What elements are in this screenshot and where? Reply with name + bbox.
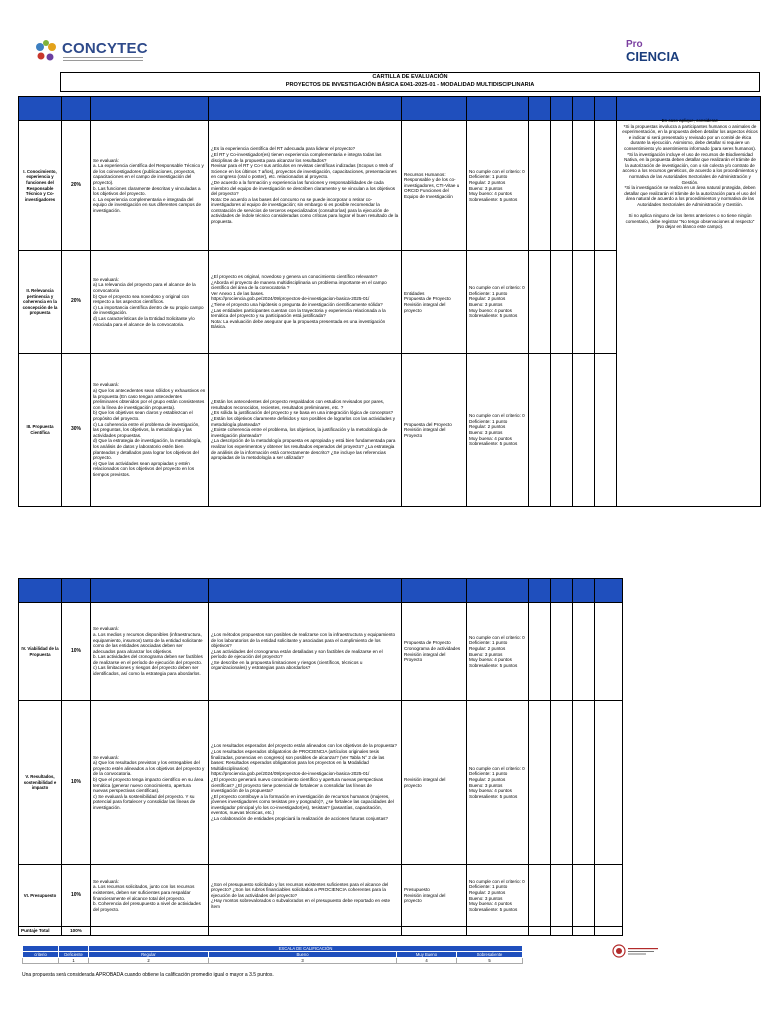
scale-value: 2 xyxy=(89,958,209,964)
scale-value: 4 xyxy=(397,958,457,964)
scale-value: 5 xyxy=(457,958,523,964)
scale-label: Sobresaliente xyxy=(457,952,523,958)
criterion-sources: Propuesta del Proyecto Revisión integral del Proyecto xyxy=(402,354,467,507)
criterion-sources: Presupuesto Revisión integral del proyecto xyxy=(402,865,467,927)
criterion-sources: Recursos Humanos: Responsable y de los co-investigadores, CTI-Vitae u ORCID Funciones del Equipo de Investigación xyxy=(402,121,467,251)
table-row xyxy=(19,603,623,701)
criterion-weight: 20% xyxy=(62,251,91,354)
table-row xyxy=(19,701,623,865)
criterion-sources: Propuesta de Proyecto Cronograma de actividades Revisión integral del Proyecto xyxy=(402,603,467,701)
criterion-evaluates: Se evaluará: a. La experiencia científica del Responsable Técnico y de los coinvestigadores (publicaciones, proyectos, capacitaciones en el campo de investigación del proyecto). b. Las funciones claramente descritas y vinculadas a los objetivos del proyecto. c. La experiencia complementaria e integrada del equipo de investigación en sus diferentes campos de investigación. xyxy=(91,121,209,251)
criterion-evaluates: Se evaluará: a. Los recursos solicitados, junto con los recursos existentes, deben ser suficientes para respaldar financieramente el alcance total del proyecto. b. Coherencia del presupuesto a nivel de actividades del proyecto. xyxy=(91,865,209,927)
score-cell[interactable] xyxy=(551,865,573,927)
criterion-questions: ¿El proyecto es original, novedoso y genera un conocimiento científico relevante? ¿Aborda el proyecto de manera multidisciplinaria un problema importante en el campo científico del área de la convocatoria ? Ver Anexo 1 de las bases. https://prociencia.gob.pe/2024/09/proyectos-de-investigacion-basica-2025-01/ ¿Tiene el proyecto una hipótesis o pregunta de investigación científicamente sólida? ¿Las entidades participantes cuentan con la trayectoria y experiencia relacionada a la temática del proyecto y su participación está justificada? Nota: La evaluación debe asegurar que la propuesta presentada es una investigación Básica. xyxy=(209,251,402,354)
score-cell[interactable] xyxy=(595,121,617,251)
criterion-sources: Revisión integral del proyecto xyxy=(402,701,467,865)
score-cell[interactable] xyxy=(573,251,595,354)
score-cell[interactable] xyxy=(551,251,573,354)
side-note: En caso aplique, considerar: *Si la propuestas involucra a participantes humanos o animales de experimentación, en la propuesta deben detallar los aspectos éticos e indicar si será presentado y revisado por un comité de ética durante la ejecución. Asimismo, debe detallar si requiere un consentimiento y/o asentimiento informado (para seres humanos). *Si la investigación incluye el uso de recursos de Biodiversidad Nativa, en la propuesta deben detallar que realizarán el trámite de la autorización de investigación, con o sin colecta y/o contrato de acceso a los recursos genéticos, de acuerdo a los procedimientos y normativa de las Autoridades Sectoriales de Administración y Gestión. *Si la investigación se realiza en un área natural protegida, deben detallar que realizarán el trámite de la autorización para el uso del área natural de acuerdo a los procedimientos y normativa de las Autoridades Sectoriales de Administración y Gestión. Si no aplica ninguno de los ítems anteriores o no tiene ningún comentario, debe registrar "No tengo observaciones al respecto" (No dejar en blanco este campo). xyxy=(622,118,758,230)
score-cell[interactable] xyxy=(529,251,551,354)
scale-value: 1 xyxy=(59,958,89,964)
criterion-name: II. Relevancia pertinencia y coherencia en la concepción de la propuesta xyxy=(19,251,62,354)
criterion-weight: 10% xyxy=(62,865,91,927)
scale-label: Deficiente xyxy=(59,952,89,958)
score-cell[interactable] xyxy=(573,354,595,507)
rating-scale-values xyxy=(23,958,523,964)
criterion-scale: No cumple con el criterio: 0 Deficiente: 1 punto Regular: 2 puntos Bueno: 3 puntos Muy buena: 4 puntos Sobresaliente: 5 puntos xyxy=(467,603,529,701)
table-header-row xyxy=(19,97,761,121)
scale-value xyxy=(23,958,59,964)
criterion-scale: No cumple con el criterio: 0 Deficiente: 1 punto Regular: 2 puntos Bueno: 3 puntos Muy bueno: 4 puntos Sobresaliente: 5 puntos xyxy=(467,251,529,354)
score-cell[interactable] xyxy=(529,354,551,507)
criterion-questions: ¿Es la experiencia científica del RT adecuada para liderar el proyecto? ¿El RT y Co-investigador(es) tienen experiencia complementaria e integra todas las disciplinas de la propuesta para alcanzar los resultados? Revisar para el RT y Co-I sus artículos en revistas científicas indizadas (Scopus o Web of Science en los últimos 7 años), proyectos de investigación, capacitaciones, presentaciones en congreso (oral o poster), etc. relacionados al proyecto. ¿De acuerdo a la formación y experiencia las funciones y responsabilidades de cada miembro del equipo de investigación se describen claramente y se vinculan a los objetivos del proyecto? Nota: De acuerdo a las bases del concurso no se puede incorporar o retirar co-investigadores al equipo de investigación; sin embargo si es posible recomendar la contratación de servicios de terceros especializados (consultorías) para la ejecución de actividades de índole técnico consideradas como críticas para lograr el buen resultado de la propuesta. xyxy=(209,121,402,251)
criterion-name: IV. Viabilidad de la Propuesta xyxy=(19,603,62,701)
footnote: Una propuesta será considerada APROBADA cuando obtiene la calificación promedio igual o mayor a 3.5 puntos. xyxy=(22,972,274,978)
criterion-evaluates: Se evaluará: a) Que los antecedentes sean sólidos y exhaustivos en la propuesta (En caso tengan antecedentes preliminares obtenidos por el grupo están consistentes con la línea de investigación propuesta). b) Que los objetivos sean claros y establezcan el propósito del proyecto. c) La coherencia entre el problema de investigación, las preguntas, los objetivos, la metodología y las actividades propuestas. d) Que la estrategia de investigación, la metodología, los análisis de datos y laboratorio estén bien planteados y detallados para lograr los objetivos del proyecto. e) Que las actividades sean apropiadas y estén relacionados con los objetivos del proyecto en los tiempos previstos. xyxy=(91,354,209,507)
score-cell[interactable] xyxy=(595,603,623,701)
criterion-sources: Entidades Propuesta de Proyecto Revisión integral del proyecto xyxy=(402,251,467,354)
score-cell[interactable] xyxy=(551,354,573,507)
rating-scale-table xyxy=(22,945,523,964)
criterion-scale: No cumple con el criterio: 0 Deficiente: 1 punto Regular: 2 puntos Bueno: 3 puntos Muy buena: 4 puntos Sobresaliente: 5 puntos xyxy=(467,865,529,927)
criterion-questions: ¿Son el presupuesto solicitado y los recursos existentes suficientes para el alcance del proyecto? ¿Son los rubros financiables solicitados a PROCIENCIA coherentes para la ejecución de las actividades del proyecto? ¿Hay montos sobrevalorados o subvalorados en el presupuesto debe reportado en este ítem xyxy=(209,865,402,927)
score-cell[interactable] xyxy=(595,865,623,927)
total-value: 100% xyxy=(62,927,91,936)
concytec-wordmark: CONCYTEC xyxy=(62,40,148,57)
prociencia-line2: CIENCIA xyxy=(626,49,680,64)
score-cell[interactable] xyxy=(573,121,595,251)
score-cell[interactable] xyxy=(529,121,551,251)
criterion-scale: No cumple con el criterio: 0 Deficiente: 1 punto Regular: 2 puntos Bueno: 3 puntos Muy bueno: 4 puntos Sobresaliente: 5 puntos xyxy=(467,121,529,251)
score-cell[interactable] xyxy=(573,603,595,701)
criterion-evaluates: Se evaluará: a. Los medios y recursos disponibles (infraestructura, equipamiento, insumos) tanto de la entidad solicitante como de las entidades asociadas deben ser adecuados para alcanzar los objetivos. b. Las actividades del cronograma deben ser factibles de realizarse en el período de ejecución del proyecto. c) Las limitaciones y riesgos del proyecto deben ser identificados, así como la estrategia para abordarlos. xyxy=(91,603,209,701)
criterion-questions: ¿Los métodos propuestos son posibles de realizarse con la infraestructura y equipamiento de los laboratorios de la entidad solicitante y asociadas para el cumplimiento de los objetivos? ¿Las actividades del cronograma están detalladas y son factibles de realizarse en el período de ejecución del proyecto? ¿Se describe en la propuesta limitaciones y riesgos (científicos, técnicos u organizacionales) y estrategias para abordarlos? xyxy=(209,603,402,701)
concytec-swirl-icon xyxy=(32,38,60,66)
scale-label: Muy Bueno xyxy=(397,952,457,958)
table-row xyxy=(19,865,623,927)
score-cell[interactable] xyxy=(551,603,573,701)
scale-label: Regular xyxy=(89,952,209,958)
criterion-evaluates: Se evaluará: a) La relevancia del proyecto para el alcance de la convocatoria b) Que el proyecto sea novedoso y original con respecto a los aspectos científicos. c) La importancia científica dentro de su propio campo de investigación. d) Las características de la Entidad Solicitante y/o Asociada para el alcance de la convocatoria. xyxy=(91,251,209,354)
score-cell[interactable] xyxy=(529,701,551,865)
table-header-row xyxy=(19,579,623,603)
title-line-1: CARTILLA DE EVALUACIÓN xyxy=(372,74,448,80)
prociencia-logo xyxy=(626,40,686,68)
scale-value: 3 xyxy=(209,958,397,964)
bicentennial-seal-icon xyxy=(612,944,664,958)
score-cell[interactable] xyxy=(595,251,617,354)
concytec-tagline-lines xyxy=(63,57,143,63)
score-cell[interactable] xyxy=(551,121,573,251)
criterion-weight: 30% xyxy=(62,354,91,507)
score-cell[interactable] xyxy=(573,701,595,865)
rating-scale-title: ESCALA DE CALIFICACIÓN xyxy=(89,946,523,952)
concytec-logo xyxy=(32,38,192,66)
criterion-weight: 10% xyxy=(62,603,91,701)
scale-label: criterio xyxy=(23,952,59,958)
criterion-name: VI. Presupuesto xyxy=(19,865,62,927)
title-line-2: PROYECTOS DE INVESTIGACIÓN BÁSICA E041-2025-01 - MODALIDAD MULTIDISCIPLINARIA xyxy=(285,82,535,88)
document-title xyxy=(60,72,760,92)
evaluation-table-bottom xyxy=(18,578,623,936)
criterion-scale: No cumple con el criterio: 0 Deficiente: 1 punto Regular: 2 puntos Bueno: 3 puntos Muy buena: 4 puntos Sobresaliente: 5 puntos xyxy=(467,354,529,507)
score-cell[interactable] xyxy=(595,701,623,865)
total-row xyxy=(19,927,623,936)
score-cell[interactable] xyxy=(595,354,617,507)
criterion-name: III. Propuesta Científica xyxy=(19,354,62,507)
criterion-scale: No cumple con el criterio: 0 Deficiente: 1 punto Regular: 2 puntos Bueno: 3 puntos Muy buena: 4 puntos Sobresaliente: 5 puntos xyxy=(467,701,529,865)
score-cell[interactable] xyxy=(551,701,573,865)
criterion-name: I. Conocimiento, experiencia y funciones del Responsable Técnico y Co-investigadores xyxy=(19,121,62,251)
criterion-questions: ¿Están los antecedentes del proyecto respaldados con estudios revisados por pares, resultados reconocidos, recientes, resultados preliminares, etc. ? ¿Es sólida la justificación del proyecto y se basa en una integración lógica de conceptos? ¿Están los objetivos claramente definidos y son posibles de lograrlos con las actividades y metodología planteada? ¿Existe coherencia entre el problema, los objetivos, la justificación y la metodología de investigación planteada? ¿La descripción de la metodología propuesta es apropiada y está bien fundamentada para realizar los experimentos y obtener los resultados esperados del proyecto? ¿La estrategia de análisis de la información está correctamente descrito? ¿Se incluye las referencias apropiadas de la metodología a ser utilizada? xyxy=(209,354,402,507)
scale-label: Bueno xyxy=(209,952,397,958)
score-cell[interactable] xyxy=(529,603,551,701)
criterion-name: V. Resultados, sostenibilidad e impacto xyxy=(19,701,62,865)
score-cell[interactable] xyxy=(573,865,595,927)
criterion-weight: 20% xyxy=(62,121,91,251)
criterion-evaluates: Se evaluará: a) Que los resultados previstos y los entregables del proyecto estén alineados a los objetivos del proyecto y de la convocatoria. b) Que el proyecto tenga impacto científico en su área temática (generar nuevo conocimiento, apertura nuevas perspectivas científicas). c) Se evaluará la sostenibilidad del proyecto. Y su potencial para fortalecer y consolidar las líneas de investigación. xyxy=(91,701,209,865)
prociencia-line1: Pro xyxy=(626,39,643,50)
criterion-weight: 10% xyxy=(62,701,91,865)
score-cell[interactable] xyxy=(529,865,551,927)
criterion-questions: ¿Los resultados esperados del proyecto están alineados con los objetivos de la propuesta? ¿Los resultados esperados obligatorios de PROCIENCIA (artículos originales tesis finalizadas, ponencias en congreso) son posibles de alcanzar? (Ver Tabla N° 2 de las bases: Resultados esperados obligatorios para los proyectos en la Modalidad Multidisciplinarios) https://prociencia.gob.pe/2024/09/proyectos-de-investigacion-basica-2025-01/ ¿El proyecto generará nuevo conocimiento científico y apertura nuevas perspectivas científicas? ¿El proyecto tiene potencial de fortalecer a consolidar las líneas de investigación de la propuesta? ¿El proyecto contribuye a la formación en investigación de recursos humanos (mujeres, jóvenes investigadores como tesistas pre y posgrado)?, ¿se fortalece las capacidades del investigador principal y/o los co-investigador(es), tesistas? (pasantías, capacitación, eventos, nuevas técnicas, etc.) ¿La colaboración de entidades propiciará la realización de acciones futuras conjuntas? xyxy=(209,701,402,865)
total-label: Puntaje Total xyxy=(19,927,62,936)
